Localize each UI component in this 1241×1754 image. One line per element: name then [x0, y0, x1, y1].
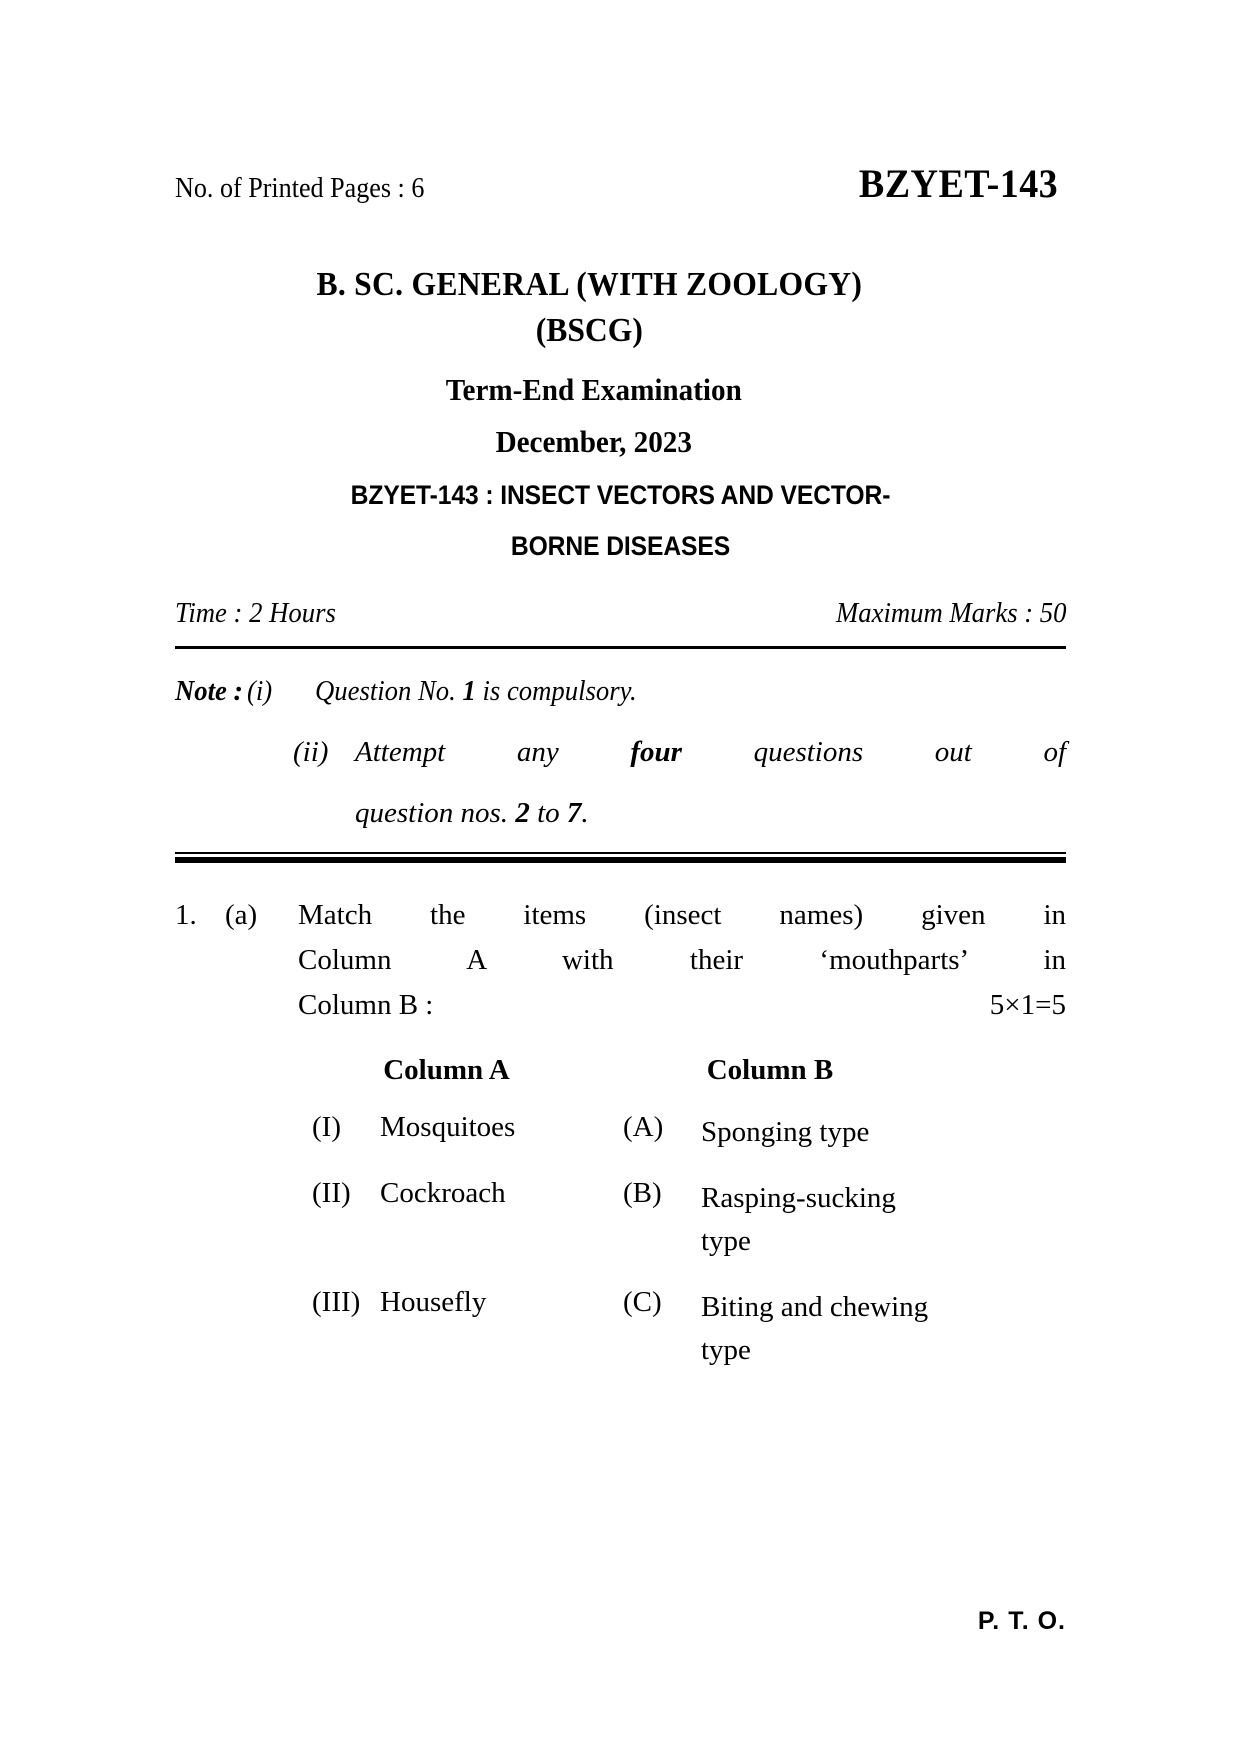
- note-text-i: [315, 675, 637, 708]
- note-ii-emphasis-seven: 7: [566, 797, 582, 830]
- note-block: [175, 675, 1066, 830]
- column-a-item-value: Housefly: [380, 1285, 487, 1318]
- column-a-cell: [298, 1111, 623, 1144]
- question-number: 1.: [175, 899, 197, 932]
- column-b-cell: [623, 1286, 943, 1373]
- question-1a-line-2: Column A with their ‘mouthparts’ in: [298, 944, 1066, 977]
- note-text-i-after: is compulsory.: [475, 675, 637, 708]
- note-ii-word-of: of: [1043, 736, 1067, 769]
- note-marker-ii: (ii): [293, 736, 329, 769]
- table-row: [298, 1177, 943, 1264]
- note-ii-word-questions: questions: [753, 736, 864, 769]
- examination-session: December, 2023: [495, 424, 692, 460]
- column-b-item-value: Biting and chewing type: [701, 1290, 929, 1367]
- column-a-item-value: Cockroach: [380, 1176, 506, 1209]
- column-a-cell: [298, 1177, 623, 1210]
- note-text-i-emphasis: 1: [462, 675, 476, 708]
- match-columns-table: [298, 1054, 943, 1373]
- note-item-ii-continued: [355, 797, 1066, 830]
- printed-pages-label: No. of Printed Pages : 6: [175, 172, 425, 204]
- note-colon: :: [233, 675, 244, 708]
- question-1-row: [175, 893, 1066, 1028]
- question-1a-line-3-row: [298, 983, 1066, 1028]
- column-b-item-value: Rasping-sucking type: [701, 1181, 896, 1258]
- question-1a-line-1: Match the items (insect names) given in: [298, 899, 1066, 932]
- column-a-item-label: (II): [312, 1176, 351, 1209]
- programme-abbreviation: (BSCG): [535, 311, 643, 349]
- column-b-item-label: (B): [623, 1176, 662, 1209]
- note-text-i-before: Question No.: [315, 675, 463, 708]
- divider-thin-line: [175, 852, 1066, 854]
- note-ii-word-attempt: Attempt: [355, 736, 446, 769]
- divider-thick-line: [175, 857, 1066, 863]
- table-row: [298, 1111, 943, 1155]
- match-table-header: [298, 1054, 943, 1087]
- column-a-item-label: (III): [312, 1285, 361, 1318]
- question-1a-marks: 5×1=5: [989, 989, 1066, 1022]
- note-item-i: [175, 675, 1066, 708]
- time-allowed: Time : 2 Hours: [175, 597, 336, 630]
- question-1a-text: [298, 893, 1066, 1028]
- note-divider-rule: [175, 852, 1066, 863]
- note-ii-line2-before: question nos.: [355, 797, 516, 830]
- exam-meta-row: [175, 597, 1066, 630]
- note-ii-word-any: any: [516, 736, 559, 769]
- page-turn-over-label: P. T. O.: [977, 1607, 1066, 1635]
- note-item-ii: [293, 736, 1066, 769]
- column-b-item-value: Sponging type: [701, 1116, 870, 1149]
- maximum-marks: Maximum Marks : 50: [835, 597, 1066, 630]
- course-code: BZYET-143: [859, 161, 1059, 206]
- subject-title: [175, 478, 1066, 564]
- subject-title-line-2: BORNE DISEASES: [510, 531, 731, 562]
- note-ii-line2-after: .: [581, 797, 589, 830]
- question-1: [175, 893, 1066, 1372]
- question-1a-line-3: Column B :: [298, 989, 434, 1022]
- title-block: [175, 262, 1066, 564]
- column-b-header: Column B: [706, 1054, 834, 1087]
- examination-type: Term-End Examination: [445, 371, 742, 407]
- page-header: [175, 160, 1066, 220]
- column-a-item-label: (I): [312, 1111, 341, 1144]
- column-b-item-label: (C): [623, 1285, 662, 1318]
- programme-title: B. SC. GENERAL (WITH ZOOLOGY): [316, 266, 863, 303]
- note-ii-word-out: out: [934, 736, 972, 769]
- column-b-cell: [623, 1177, 943, 1264]
- column-a-header: Column A: [383, 1054, 510, 1087]
- note-ii-line2-mid: to: [529, 797, 567, 830]
- header-divider-rule: [175, 646, 1066, 649]
- subject-title-line-1: BZYET-143 : INSECT VECTORS AND VECTOR-: [350, 480, 891, 511]
- question-sub-label: (a): [225, 899, 258, 932]
- table-row: [298, 1286, 943, 1373]
- column-b-cell: [623, 1111, 943, 1155]
- column-b-item-label: (A): [623, 1111, 664, 1144]
- note-text-ii: [355, 736, 1066, 769]
- note-ii-emphasis-two: 2: [515, 797, 530, 830]
- note-marker-i: (i): [247, 675, 273, 708]
- note-ii-emphasis-four: four: [630, 736, 682, 769]
- note-label: Note: [175, 675, 227, 708]
- column-a-cell: [298, 1286, 623, 1319]
- column-a-item-value: Mosquitoes: [380, 1111, 516, 1144]
